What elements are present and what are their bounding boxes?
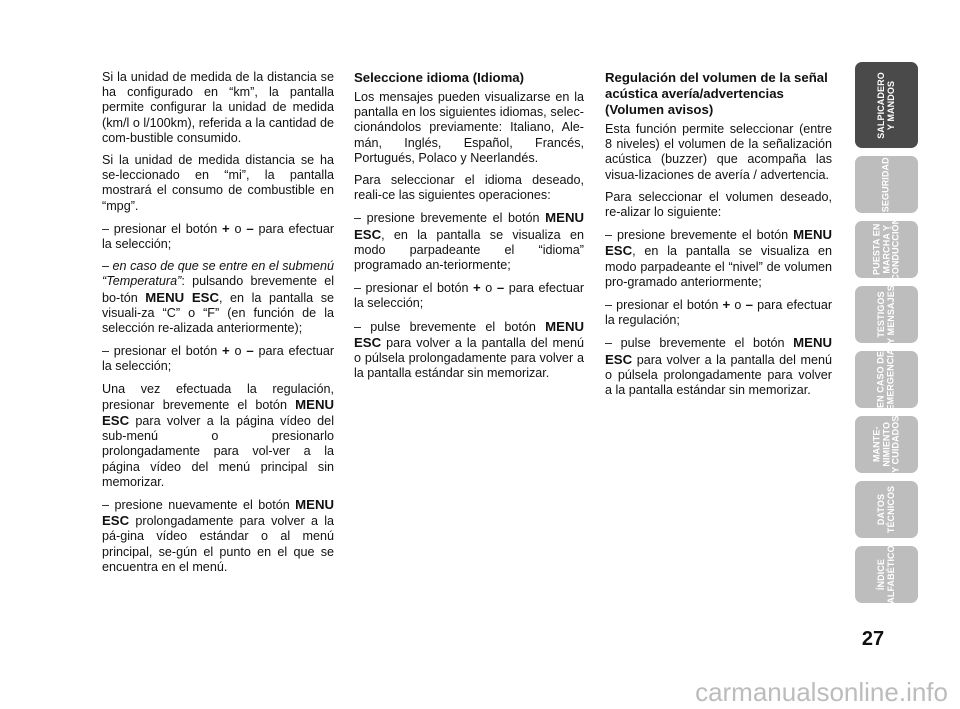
tab-seguridad[interactable]: SEGURIDAD — [855, 156, 918, 213]
tab-testigos[interactable]: TESTIGOS Y MENSAJES — [855, 286, 918, 343]
tab-emergencia[interactable]: EN CASO DE EMERGENCIA — [855, 351, 918, 408]
column-2 — [354, 70, 584, 388]
tab-indice[interactable]: ÍNDICE ALFABÉTICO — [855, 546, 918, 603]
section-tabs — [855, 62, 918, 611]
tab-datos-tecnicos[interactable]: DATOS TÉCNICOS — [855, 481, 918, 538]
paragraph: – presionar el botón + o – para efectuar la regulación; — [605, 297, 833, 328]
paragraph: – presionar el botón + o – para efectuar la selección; — [354, 280, 585, 311]
tab-salpicadero[interactable]: SALPICADERO Y MANDOS — [855, 62, 918, 148]
column-3 — [605, 70, 832, 405]
paragraph: – presionar el botón + o – para efectuar la selección; — [102, 220, 335, 252]
paragraph: Para seleccionar el volumen deseado, re-alizar lo siguiente: — [605, 189, 832, 220]
paragraph: – en caso de que se entre en el submenú “Temperatura”: pulsando brevemente el bo-tón MENU ESC, en la pantalla se visuali-za “C” o “F” (en función de la selección re-alizada anteriormente); — [102, 259, 334, 336]
paragraph: Esta función permite seleccionar (entre 8 niveles) el volumen de la señalización acústica (buzzer) que acompaña las visua-lizaciones de avería / advertencia. — [605, 122, 832, 182]
section-heading: Regulación del volumen de la señal acústica avería/advertencias (Volumen avisos) — [605, 70, 828, 117]
section-heading: Seleccione idioma (Idioma) — [354, 70, 525, 85]
paragraph: Los mensajes pueden visualizarse en la pantalla en los siguientes idiomas, selec-cionándolos previamente: Italiano, Ale-mán, Inglés, Español, Francés, Portugués, Polaco y Neerlandés. — [354, 90, 584, 165]
paragraph: – pulse brevemente el botón MENU ESC para volver a la pantalla del menú o púlsela prolongadamente para volver a la pantalla estándar sin memorizar. — [605, 335, 833, 398]
tab-puesta-en-marcha[interactable]: PUESTA EN MARCHA Y CONDUCCIÓN — [855, 221, 918, 278]
watermark: carmanualsonline.info — [695, 677, 948, 707]
paragraph: Si la unidad de medida de la distancia se ha configurado en “km”, la pantalla permite configurar la unidad de medida (km/l o l/100km), referida a la cantidad de com-bustible consumido. — [102, 70, 334, 145]
paragraph: Una vez efectuada la regulación, presionar brevemente el botón MENU ESC para volver a la página vídeo del sub-menú o presionarlo prolongadamente para vol-ver a la página vídeo del menú principal sin memorizar. — [102, 381, 335, 489]
paragraph: – pulse brevemente el botón MENU ESC para volver a la pantalla del menú o púlsela prolongadamente para volver a la pantalla estándar sin memorizar. — [354, 318, 584, 381]
paragraph: – presione nuevamente el botón MENU ESC prolongadamente para volver a la pá-gina vídeo estándar o al menú principal, se-gún el punto en el que se encuentra en el menú. — [102, 497, 334, 574]
tab-mantenimiento[interactable]: MANTE- NIMIENTO Y CUIDADOS — [855, 416, 918, 473]
page-number: 27 — [861, 628, 885, 650]
column-1 — [102, 70, 334, 582]
paragraph: Para seleccionar el idioma deseado, reali-ce las siguientes operaciones: — [354, 173, 584, 203]
paragraph: Si la unidad de medida distancia se ha se-leccionado en “mi”, la pantalla mostrará el consumo de combustible en “mpg”. — [102, 153, 334, 213]
paragraph: – presione brevemente el botón MENU ESC, en la pantalla se visualiza en modo parpadeante el “idioma” programado an-teriormente; — [354, 210, 584, 273]
paragraph: – presionar el botón + o – para efectuar la selección; — [102, 343, 335, 374]
paragraph: – presione brevemente el botón MENU ESC, en la pantalla se visualiza en modo parpadeante el “nivel” de volumen pro-gramado anteriormente; — [605, 227, 833, 289]
